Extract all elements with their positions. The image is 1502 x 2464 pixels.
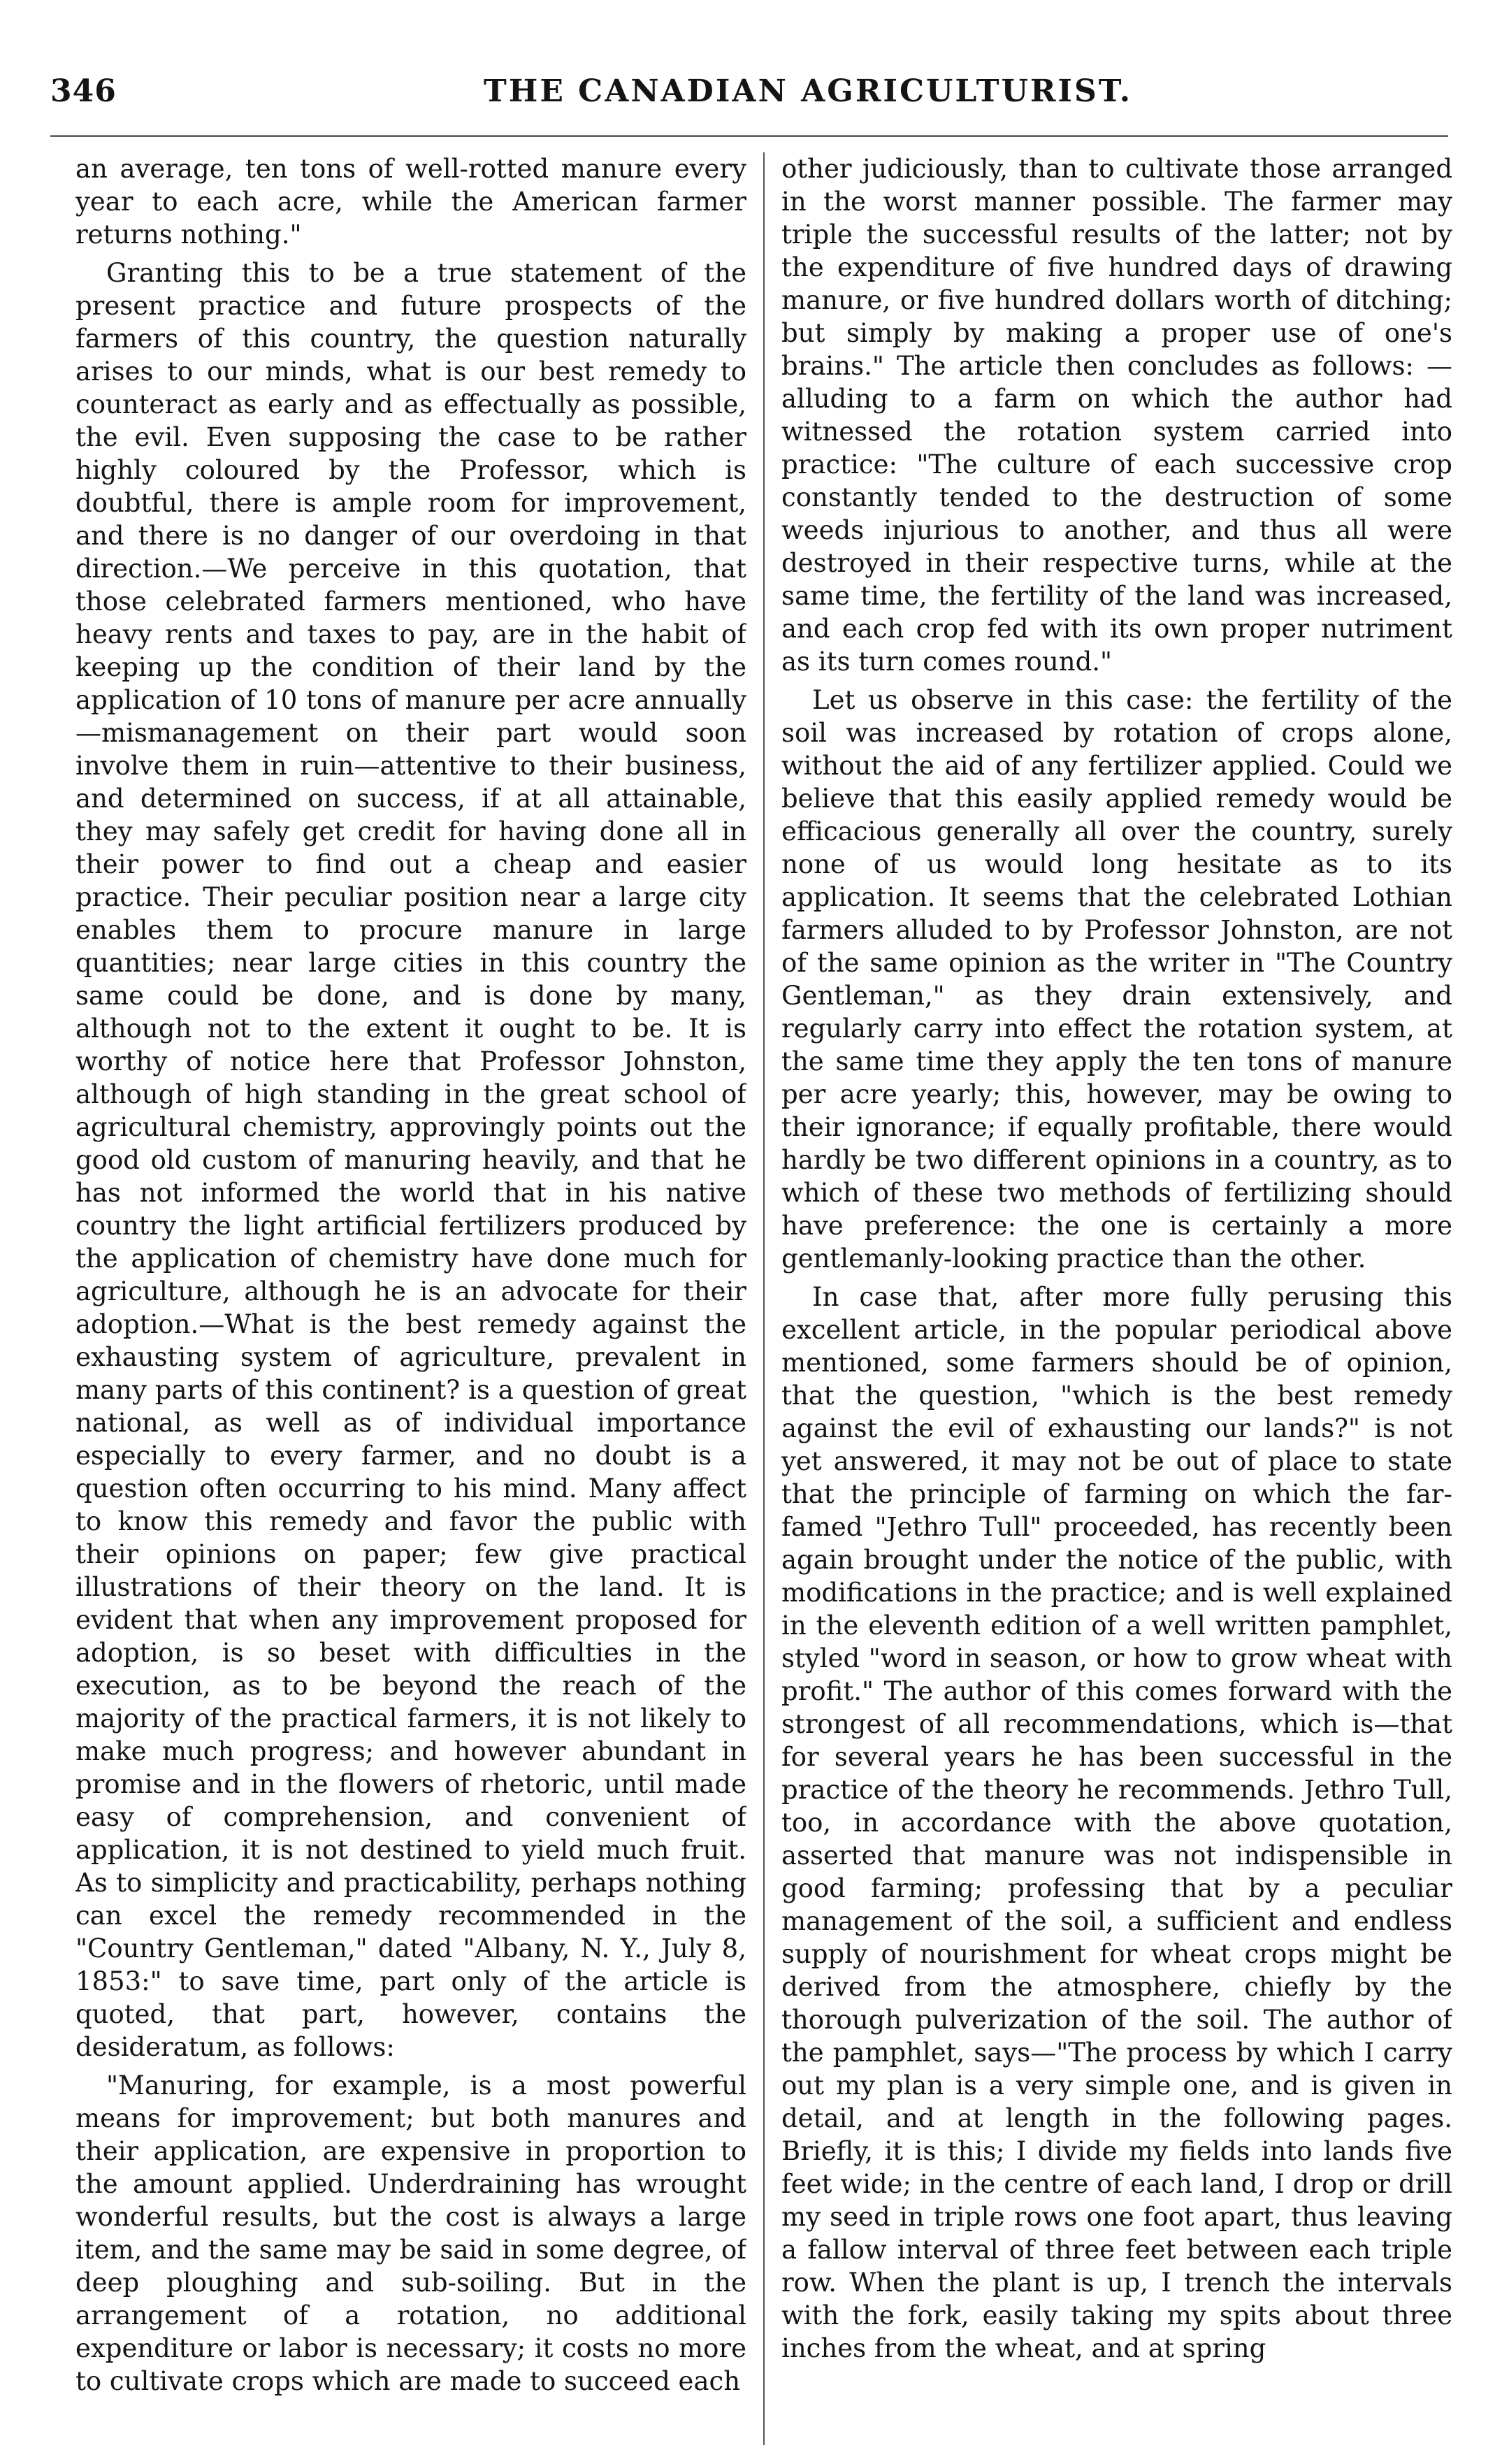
paragraph: other judiciously, than to cultivate those arranged in the worst manner possible. The farmer may triple the successful results of the latter; not by the expenditure of five hundred days of drawing manure, or five hundred dollars worth of ditching; but simply by making a proper use of one's brains." The article then concludes as follows: —alluding to a farm on which the author had witnessed the rotation system carried into practice: "The culture of each successive crop constantly tended to the destruction of some weeds injurious to another, and thus all were destroyed in their respective turns, while at the same time, the fertility of the land was increased, and each crop fed with its own proper nutriment as its turn comes round." bbox=[781, 154, 1452, 677]
paragraph: In case that, after more fully perusing this excellent article, in the popular periodical above mentioned, some farmers should be of opinion, that the question, "which is the best remedy against the evil of exhausting our lands?" is not yet answered, it may not be out of place to state that the principle of farming on which the far-famed "Jethro Tull" proceeded, has recently been again brought under the notice of the public, with modifications in the practice; and is well explained in the eleventh edition of a well written pamphlet, styled "word in season, or how to grow wheat with profit." The author of this comes forward with the strongest of all recommendations, which is—that for several years he has been successful in the practice of the theory he recommends. Jethro Tull, too, in accordance with the above quotation, asserted that manure was not indispensible in good farming; professing that by a peculiar management of the soil, a sufficient and endless supply of nourishment for wheat crops might be derived from the atmosphere, chiefly by the thorough pulverization of the soil. The author of the pamphlet, says—"The process by which I carry out my plan is a very simple one, and is given in detail, and at length in the following pages. Briefly, it is this; I divide my fields into lands five feet wide; in the centre of each land, I drop or drill my seed in triple rows one foot apart, thus leaving a fallow interval of three feet between each triple row. When the plant is up, I trench the intervals with the fork, easily taking my spits about three inches from the wheat, and at spring bbox=[781, 1282, 1452, 2363]
left-column bbox=[75, 152, 746, 2445]
paragraph: Let us observe in this case: the fertility of the soil was increased by rotation of crops alone, without the aid of any fertilizer applied. Could we believe that this easily applied remedy would be efficacious generally all over the country, surely none of us would long hesitate as to its application. It seems that the celebrated Lothian farmers alluded to by Professor Johnston, are not of the same opinion as the writer in "The Country Gentleman," as they drain extensively, and regularly carry into effect the rotation system, at the same time they apply the ten tons of manure per acre yearly; this, however, may be owing to their ignorance; if equally profitable, there would hardly be two different opinions in a country, as to which of these two methods of fertilizing should have preference: the one is certainly a more gentlemanly-looking practice than the other. bbox=[781, 685, 1452, 1274]
page-number: 346 bbox=[50, 73, 117, 109]
column-divider bbox=[763, 152, 765, 2445]
running-title: THE CANADIAN AGRICULTURIST. bbox=[484, 73, 1133, 109]
page-header bbox=[50, 73, 1459, 122]
header-rule bbox=[50, 135, 1448, 137]
paragraph: an average, ten tons of well-rotted manure every year to each acre, while the American farmer returns nothing." bbox=[75, 154, 746, 250]
paragraph: Granting this to be a true statement of the present practice and future prospects of the farmers of this country, the question naturally arises to our minds, what is our best remedy to counteract as early and as effectually as possible, the evil. Even supposing the case to be rather highly coloured by the Professor, which is doubtful, there is ample room for improvement, and there is no danger of our overdoing in that direction.—We perceive in this quotation, that those celebrated farmers mentioned, who have heavy rents and taxes to pay, are in the habit of keeping up the condition of their land by the application of 10 tons of manure per acre annually—mismanagement on their part would soon involve them in ruin—attentive to their business, and determined on success, if at all attainable, they may safely get credit for having done all in their power to find out a cheap and easier practice. Their peculiar position near a large city enables them to procure manure in large quantities; near large cities in this country the same could be done, and is done by many, although not to the extent it ought to be. It is worthy of notice here that Professor Johnston, although of high standing in the great school of agricultural chemistry, approvingly points out the good old custom of manuring heavily, and that he has not informed the world that in his native country the light artificial fertilizers produced by the application of chemistry have done much for agriculture, although he is an advocate for their adoption.—What is the best remedy against the exhausting system of agriculture, prevalent in many parts of this continent? is a question of great national, as well as of individual importance especially to every farmer, and no doubt is a question often occurring to his mind. Many affect to know this remedy and favor the public with their opinions on paper; few give practical illustrations of their theory on the land. It is evident that when any improvement proposed for adoption, is so beset with difficulties in the execution, as to be beyond the reach of the majority of the practical farmers, it is not likely to make much progress; and however abundant in promise and in the flowers of rhetoric, until made easy of comprehension, and convenient of application, it is not destined to yield much fruit. As to simplicity and practicability, perhaps nothing can excel the remedy recommended in the "Country Gentleman," dated "Albany, N. Y., July 8, 1853:" to save time, part only of the article is quoted, that part, however, contains the desideratum, as follows: bbox=[75, 258, 746, 2062]
right-column bbox=[781, 152, 1452, 2445]
paragraph: "Manuring, for example, is a most powerful means for improvement; but both manures and their application, are expensive in proportion to the amount applied. Underdraining has wrought wonderful results, but the cost is always a large item, and the same may be said in some degree, of deep ploughing and sub-soiling. But in the arrangement of a rotation, no additional expenditure or labor is necessary; it costs no more to cultivate crops which are made to succeed each bbox=[75, 2070, 746, 2396]
